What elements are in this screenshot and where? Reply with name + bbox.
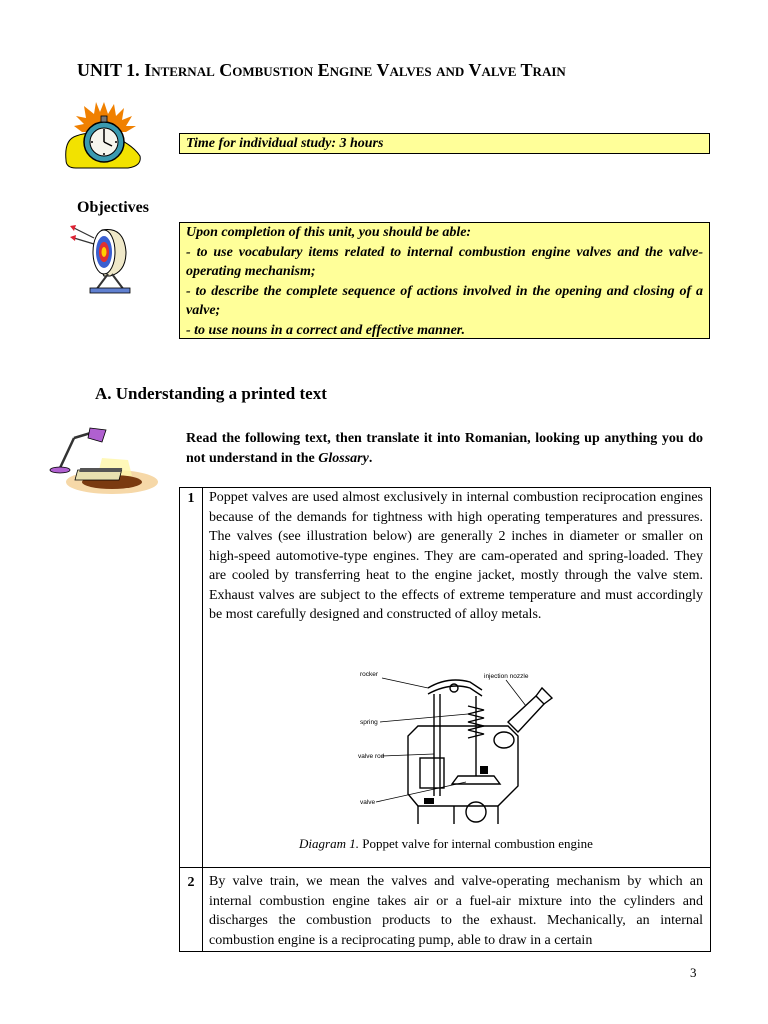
objectives-line: - to describe the complete sequence of actions involved in the opening and closing of a valve; [186,283,703,318]
diagram-label-injection-nozzle: injection nozzle [484,673,529,680]
objectives-line: Upon completion of this unit, you should be able: [186,225,472,240]
stopwatch-icon [62,100,146,172]
unit-title-text: Internal Combustion Engine Valves and Valve Train [144,60,566,80]
unit-title [77,60,566,81]
instruction-text: Read the following text, then translate it into Romanian, looking up anything you do not understand in the [186,431,703,466]
text-table [179,487,711,952]
caption-text: Poppet valve for internal combustion engine [359,836,593,851]
objectives-line: - to use nouns in a correct and effective manner. [186,322,465,338]
objectives-line: - to use vocabulary items related to internal combustion engine valves and the valve-operating mechanism; [186,244,703,279]
unit-number: UNIT 1. [77,60,140,80]
poppet-valve-diagram [358,666,568,826]
number-column-divider [202,488,203,951]
instruction-end: . [368,451,373,466]
diagram-caption [180,836,712,852]
study-time-box: Time for individual study: 3 hours [179,133,710,154]
reading-instruction [186,429,703,469]
paragraph-text: By valve train, we mean the valves and valve-operating mechanism by which an internal combustion engine takes air or a fuel-air mixture into the cylinders and discharges the combustion products to the exhaust. Mechanically, an internal combustion engine is a reciprocating pump, able to draw in a certain [209,874,703,948]
page-number: 3 [690,965,697,980]
caption-prefix: Diagram 1. [299,836,359,851]
diagram-label-valve: valve [360,799,376,806]
section-heading: A. Understanding a printed text [95,384,327,403]
paragraph-number: 1 [187,491,195,506]
desk-lamp-book-icon [46,424,158,496]
paragraph-number: 2 [187,875,195,890]
diagram-label-spring: spring [360,719,378,726]
row-separator [180,867,710,868]
target-icon [68,222,140,298]
diagram-label-rocker: rocker [360,671,379,678]
diagram-label-valve-rod: valve rod [358,753,385,760]
objectives-box [179,222,710,339]
objectives-heading: Objectives [77,199,149,216]
paragraph-text: Poppet valves are used almost exclusively in internal combustion reciprocation engines because of the demands for tightness with high operating temperatures and pressures. The valves (see illustration below) are generally 2 inches in diameter or smaller on high-speed automotive-type engines. They are cam-operated and spring-loaded. They are cooled by transferring heat to the engine jacket, mostly through the valve stem. Exhaust valves are subject to the effects of extreme temperature and must accordingly be most carefully designed and constructed of alloy metals. [209,490,703,622]
instruction-glossary: Glossary [318,451,369,466]
